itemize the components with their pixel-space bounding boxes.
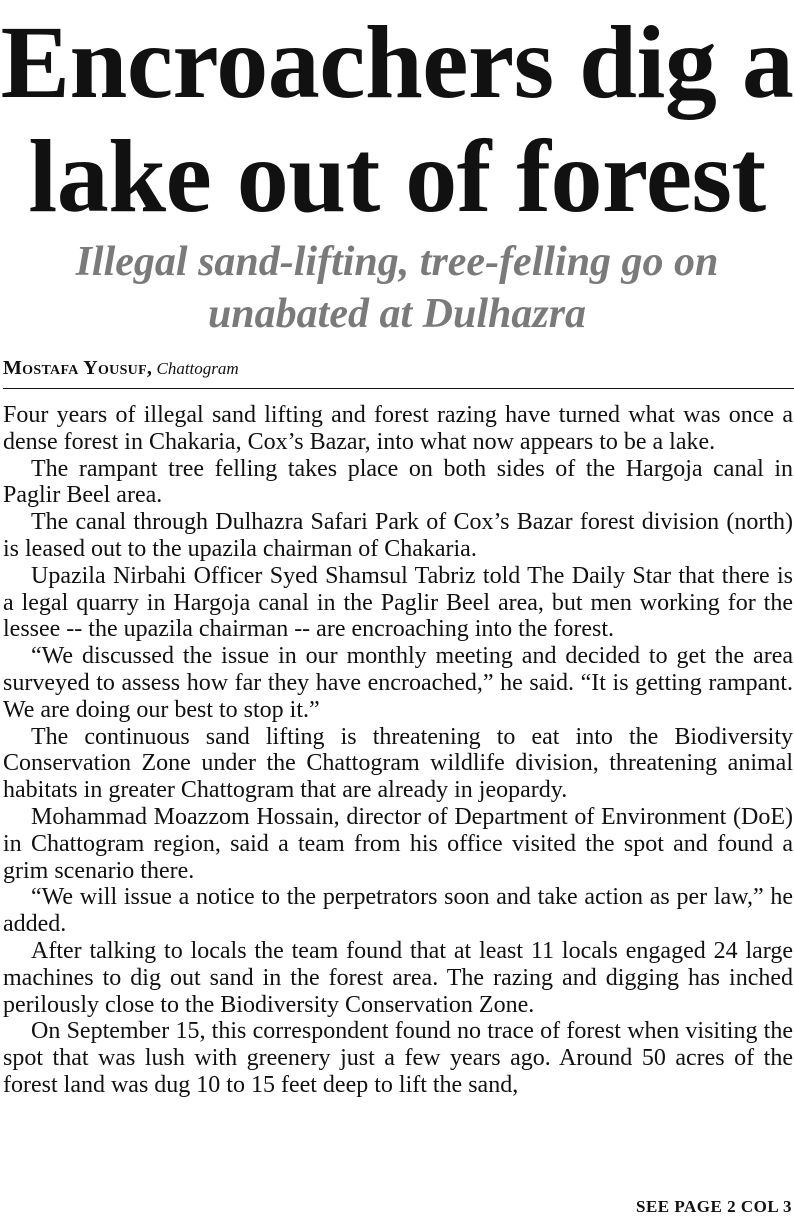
byline-location: Chattogram — [156, 359, 239, 378]
article-paragraph: After talking to locals the team found that at least 11 locals engaged 24 large machines to dig out sand in the forest area. The razing and digging has inched perilously close to the Biodiversity Conservation Zone. — [3, 937, 793, 1018]
headline: Encroachers dig a lake out of forest — [0, 5, 794, 234]
continued-on-page-link: SEE PAGE 2 COL 3 — [636, 1197, 792, 1216]
article-paragraph: The canal through Dulhazra Safari Park of Cox’s Bazar forest division (north) is leased out to the upazila chairman of Chakaria. — [3, 509, 793, 562]
article-paragraph: Mohammad Moazzom Hossain, director of Department of Environment (DoE) in Chattogram region, said a team from his office visited the spot and found a grim scenario there. — [3, 803, 793, 884]
article-paragraph: The continuous sand lifting is threatening to eat into the Biodiversity Conservation Zone under the Chattogram wildlife division, threatening animal habitats in greater Chattogram that are already in jeopardy. — [3, 723, 793, 804]
byline-author: Mostafa Yousuf, — [3, 357, 153, 379]
article-paragraph: Four years of illegal sand lifting and forest razing have turned what was once a dense forest in Chakaria, Cox’s Bazar, into what now appears to be a lake. — [3, 402, 793, 455]
byline-divider — [3, 388, 794, 389]
article-paragraph: “We discussed the issue in our monthly meeting and decided to get the area surveyed to assess how far they have encroached,” he said. “It is getting rampant. We are doing our best to stop it.” — [3, 643, 793, 723]
article-paragraph: On September 15, this correspondent found no trace of forest when visiting the spot that was lush with greenery just a few years ago. Around 50 acres of the forest land was dug 10 to 15 feet deep to lift the sand, — [3, 1018, 793, 1098]
article-paragraph: Upazila Nirbahi Officer Syed Shamsul Tabriz told The Daily Star that there is a legal quarry in Hargoja canal in the Paglir Beel area, but men working for the lessee -- the upazila chairman -- are encroaching into the forest. — [3, 562, 793, 643]
article-paragraph: The rampant tree felling takes place on both sides of the Hargoja canal in Paglir Beel area. — [3, 455, 793, 509]
article-paragraph: “We will issue a notice to the perpetrators soon and take action as per law,” he added. — [3, 884, 793, 938]
byline — [3, 357, 239, 380]
subheadline: Illegal sand-lifting, tree-felling go on unabated at Dulhazra — [75, 239, 719, 337]
article-body — [3, 402, 793, 1099]
